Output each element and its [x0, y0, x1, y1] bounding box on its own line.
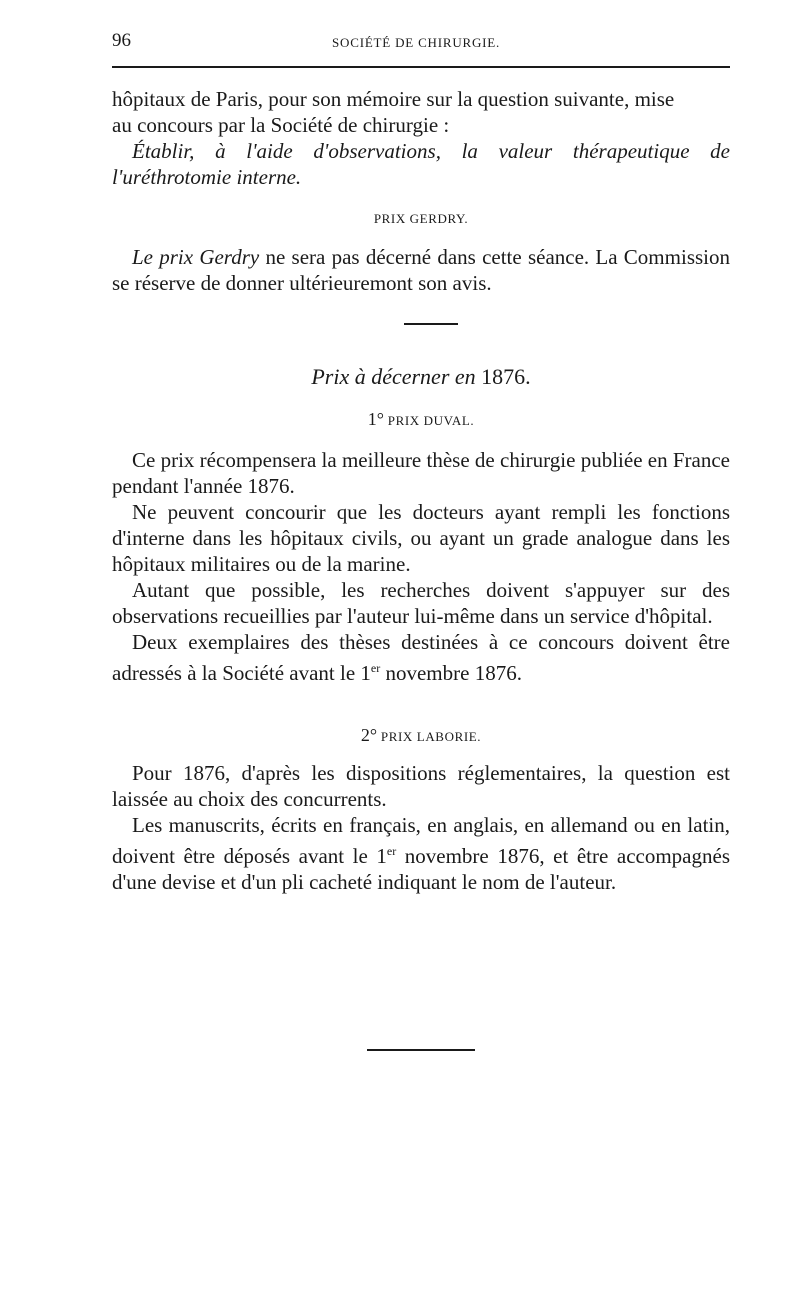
- paragraph: Ne peuvent concourir que les docteurs ayant rempli les fonctions d'interne dans les hôpitaux civils, ou ayant un grade analogue dans les hôpitaux militaires ou de la marine.: [112, 500, 730, 576]
- running-head: [112, 28, 730, 56]
- section-title-year: 1876.: [481, 364, 531, 389]
- prix-gerdry-lead: Le prix Gerdry: [132, 245, 260, 269]
- end-divider: [367, 1049, 475, 1051]
- opening-paragraph: [112, 86, 730, 190]
- text-line: hôpitaux de Paris, pour son mémoire sur la question suivante, mise: [112, 87, 675, 111]
- section-divider: [404, 323, 458, 325]
- superscript: er: [370, 661, 381, 675]
- prix-gerdry-text: ne sera pas décerné dans cette séance. La Commission se réserve de donner ultérieuremont son avis.: [112, 245, 730, 295]
- prix-duval-title: PRIX DUVAL.: [387, 413, 475, 428]
- header-rule: [112, 66, 730, 68]
- prix-duval-heading: [112, 406, 730, 434]
- paragraph: [112, 629, 730, 686]
- section-title-italic: Prix à décerner en: [311, 364, 476, 389]
- prix-laborie-heading: [112, 722, 730, 750]
- paragraph: [112, 812, 730, 895]
- prix-gerdry-paragraph: [112, 244, 730, 296]
- prix-laborie-title: PRIX LABORIE.: [380, 729, 482, 744]
- paragraph: Pour 1876, d'après les dispositions réglementaires, la question est laissée au choix des concurrents.: [112, 761, 730, 811]
- prix-duval-number: 1°: [367, 409, 384, 429]
- paragraph: Autant que possible, les recherches doivent s'appuyer sur des observations recueillies par l'auteur lui-même dans un service d'hôpital.: [112, 578, 730, 628]
- paragraph-text: novembre 1876.: [380, 661, 522, 685]
- paragraph-text: Les manuscrits, écrits en français, en anglais, en allemand ou en latin, doivent être déposés avant le 1: [112, 813, 730, 868]
- text-line: au concours par la Société de chirurgie :: [112, 113, 450, 137]
- prix-laborie-body: [112, 760, 730, 895]
- contest-question: [112, 138, 730, 190]
- section-title: [112, 364, 730, 390]
- page-number: 96: [112, 30, 131, 51]
- superscript: er: [386, 844, 397, 858]
- prix-laborie-number: 2°: [360, 725, 378, 745]
- paragraph-text: Deux exemplaires des thèses destinées à ce concours doivent être adressés à la Société avant le 1: [112, 630, 730, 685]
- prix-duval-body: [112, 447, 730, 686]
- prix-gerdry-heading: PRIX GERDRY.: [373, 211, 469, 226]
- paragraph: Ce prix récompensera la meilleure thèse de chirurgie publiée en France pendant l'année 1876.: [112, 448, 730, 498]
- running-title: SOCIÉTÉ DE CHIRURGIE.: [332, 35, 501, 50]
- paragraph-text: novembre 1876, et être accompagnés d'une devise et d'un pli cacheté indiquant le nom de l'auteur.: [112, 844, 730, 894]
- question-text: Établir, à l'aide d'observations, la valeur thérapeutique de l'uréthrotomie interne.: [112, 139, 730, 189]
